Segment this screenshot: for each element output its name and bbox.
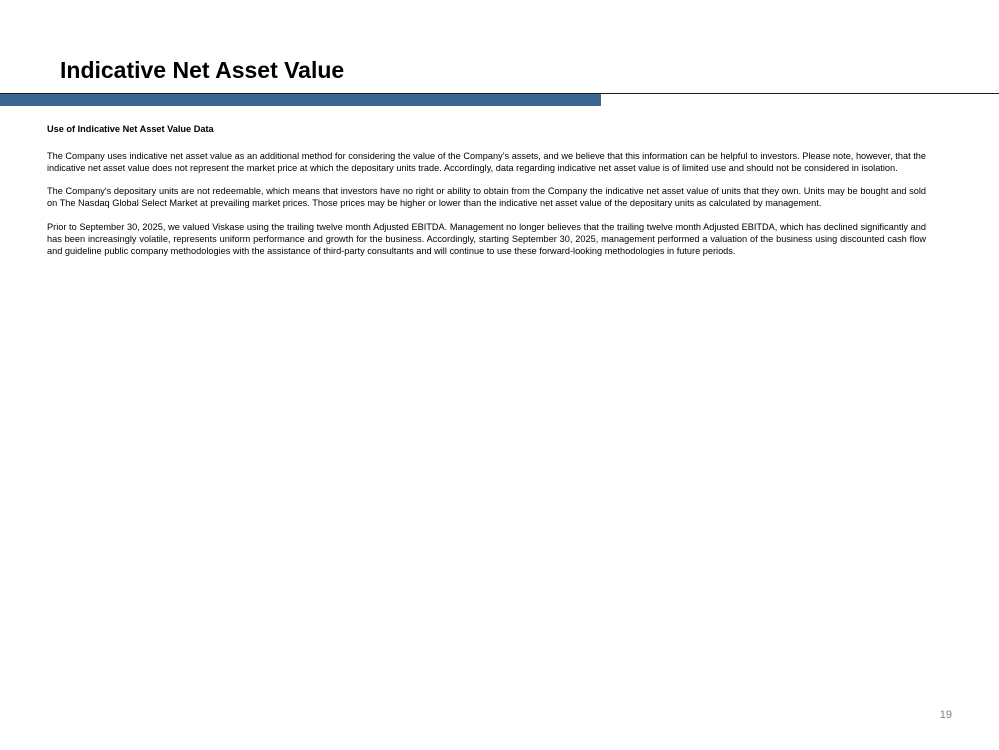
paragraph-3: Prior to September 30, 2025, we valued Viskase using the trailing twelve month Adjusted EBITDA. Management no longer believes that the trailing twelve month Adjusted EBITDA, which has declined significantly and has been increasingly volatile, represents uniform performance and growth for the business. Accordingly, starting September 30, 2025, management performed a valuation of the business using discounted cash flow and guideline public company methodologies with the assistance of third-party consultants and will continue to use these forward-looking methodologies in future periods. (47, 221, 926, 256)
page-number: 19 (939, 709, 952, 721)
paragraph-1: The Company uses indicative net asset value as an additional method for considering the value of the Company’s assets, and we believe that this information can be helpful to investors. Please note, however, that the indicative net asset value does not represent the market price at which the depositary units trade. Accordingly, data regarding indicative net asset value is of limited use and should not be considered in isolation. (47, 150, 926, 173)
page-title: Indicative Net Asset Value (60, 57, 345, 83)
section-heading: Use of Indicative Net Asset Value Data (47, 124, 214, 134)
title-accent-bar (0, 94, 601, 106)
content-body (47, 124, 926, 269)
paragraph-2: The Company's depositary units are not redeemable, which means that investors have no right or ability to obtain from the Company the indicative net asset value of units that they own. Units may be bought and sold on The Nasdaq Global Select Market at prevailing market prices. Those prices may be higher or lower than the indicative net asset value of the depositary units as calculated by management. (47, 186, 926, 209)
